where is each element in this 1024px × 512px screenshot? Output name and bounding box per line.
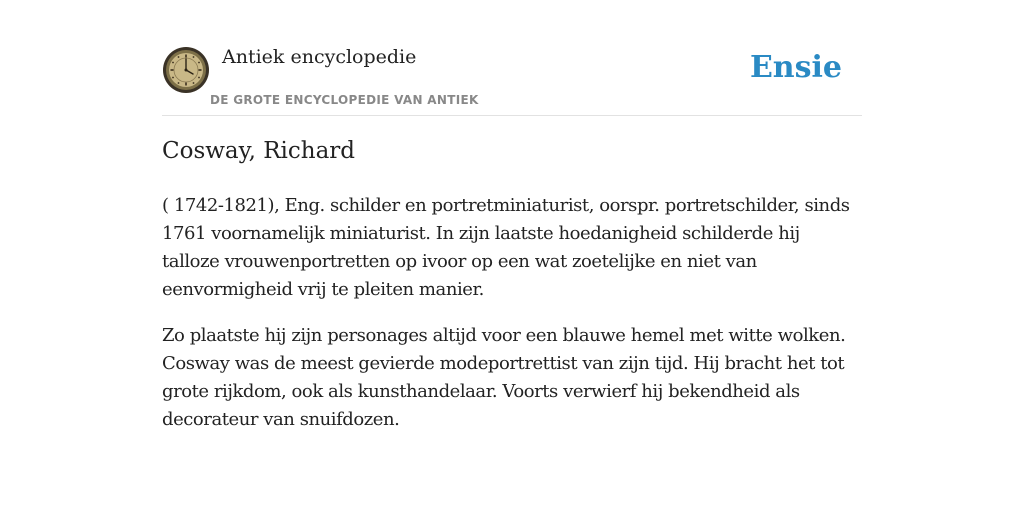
site-title[interactable]: Antiek encyclopedie xyxy=(222,46,417,68)
brand-logo-link[interactable]: Ensie xyxy=(749,50,842,85)
site-header xyxy=(162,44,862,116)
article-body xyxy=(162,192,862,452)
article-title: Cosway, Richard xyxy=(162,138,356,164)
article-paragraph: Zo plaatste hij zijn personages altijd voor een blauwe hemel met witte wolken. Cosway was de meest gevierde modeportrettist van zijn tijd. Hij bracht het tot grote rijkdom, ook als kunsthandelaar. Voorts verwierf hij bekendheid als decorateur van snuifdozen. xyxy=(162,325,846,430)
site-subtitle: DE GROTE ENCYCLOPEDIE VAN ANTIEK xyxy=(210,93,479,107)
antique-clock-icon[interactable] xyxy=(162,46,210,94)
article-paragraph: ( 1742-1821), Eng. schilder en portretminiaturist, oorspr. portretschilder, sinds 1761 voornamelijk miniaturist. In zijn laatste hoedanigheid schilderde hij talloze vrouwenportretten op ivoor op een wat zoetelijke en niet van eenvormigheid vrij te pleiten manier. xyxy=(162,195,850,300)
